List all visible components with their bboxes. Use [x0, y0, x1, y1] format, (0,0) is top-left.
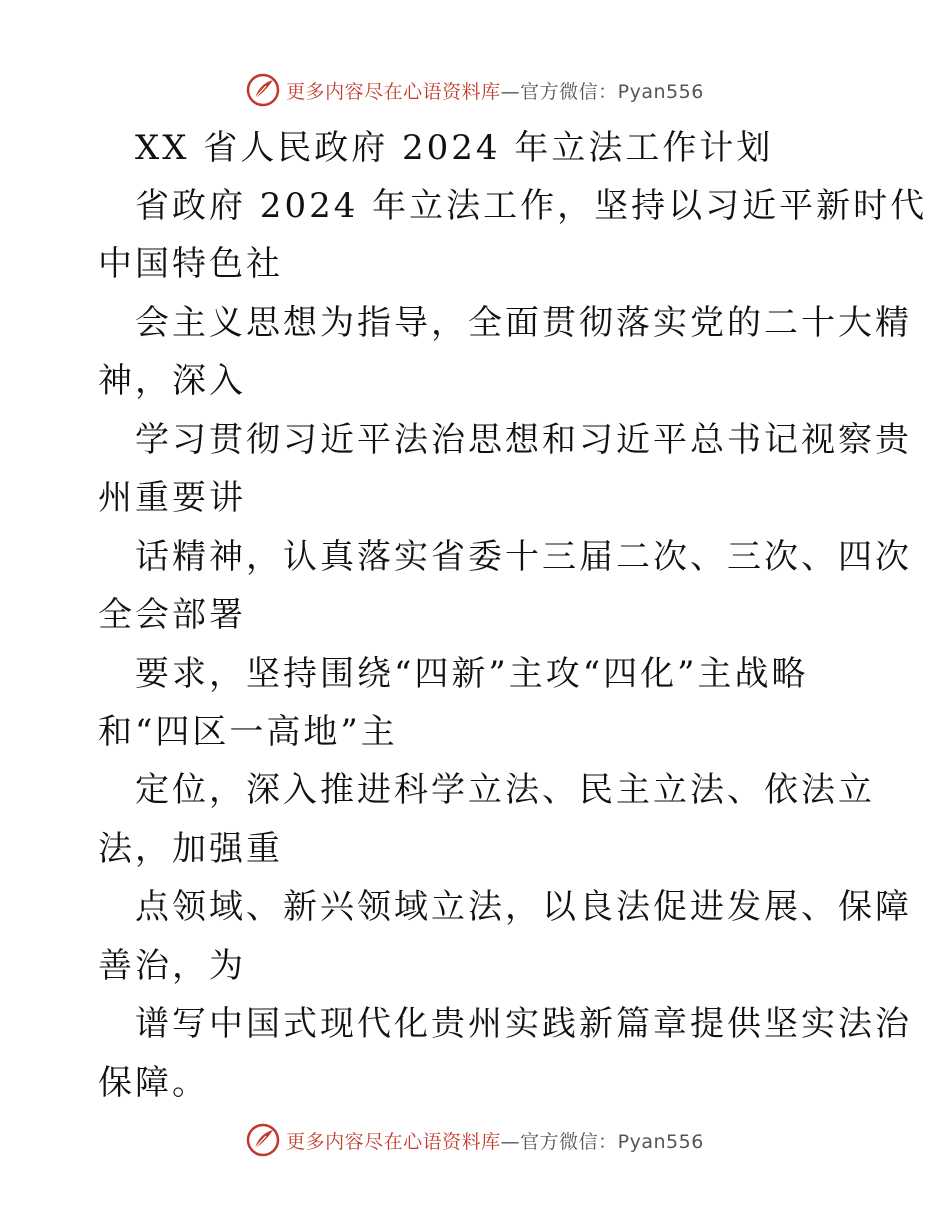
- document-title: XX 省人民政府 2024 年立法工作计划: [135, 128, 774, 168]
- paragraph-line: 中国特色社: [98, 244, 283, 284]
- paragraph-line: 州重要讲: [98, 478, 246, 518]
- paragraph-line: 和“四区一高地”主: [98, 712, 398, 752]
- paragraph-line: 要求，坚持围绕“四新”主攻“四化”主战略: [135, 654, 809, 694]
- watermark-text: 更多内容尽在心语资料库—官方微信：Pyan556: [286, 80, 704, 103]
- paragraph-line: 神，深入: [98, 361, 246, 401]
- feather-pen-logo-icon: [246, 1123, 280, 1157]
- paragraph-line: 法，加强重: [98, 829, 283, 869]
- paragraph-line: 善治，为: [98, 946, 246, 986]
- header-watermark: [0, 70, 950, 110]
- paragraph-line: 学习贯彻习近平法治思想和习近平总书记视察贵: [135, 420, 912, 460]
- paragraph-line: 定位，深入推进科学立法、民主立法、依法立: [135, 770, 875, 810]
- watermark-text: 更多内容尽在心语资料库—官方微信：Pyan556: [286, 1130, 704, 1153]
- footer-watermark: [0, 1120, 950, 1160]
- paragraph-line: 话精神，认真落实省委十三届二次、三次、四次: [135, 537, 912, 577]
- paragraph-line: 会主义思想为指导，全面贯彻落实党的二十大精: [135, 303, 912, 343]
- feather-pen-logo-icon: [246, 73, 280, 107]
- paragraph-line: 谱写中国式现代化贵州实践新篇章提供坚实法治: [135, 1004, 912, 1044]
- paragraph-line: 保障。: [98, 1063, 209, 1103]
- paragraph-line: 点领域、新兴领域立法，以良法促进发展、保障: [135, 887, 912, 927]
- paragraph-line: 省政府 2024 年立法工作，坚持以习近平新时代: [135, 186, 928, 226]
- paragraph-line: 全会部署: [98, 595, 246, 635]
